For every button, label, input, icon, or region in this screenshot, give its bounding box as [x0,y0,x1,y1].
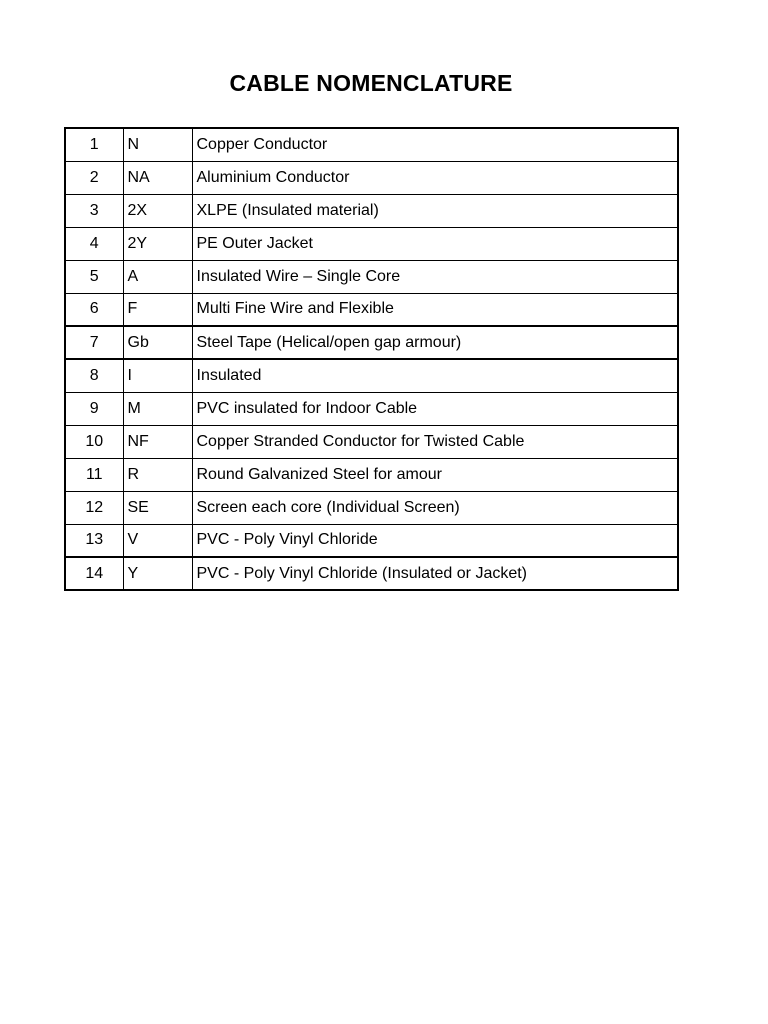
row-code: Gb [123,326,192,359]
page-title: CABLE NOMENCLATURE [229,70,513,96]
row-code: N [123,128,192,161]
row-description: PE Outer Jacket [192,227,678,260]
row-code: NA [123,161,192,194]
row-code: F [123,293,192,326]
row-number: 11 [65,458,123,491]
row-description: Copper Stranded Conductor for Twisted Cable [192,425,678,458]
table-row [65,491,678,524]
row-code: V [123,524,192,557]
row-code: NF [123,425,192,458]
row-number: 5 [65,260,123,293]
table-row [65,260,678,293]
row-number: 9 [65,392,123,425]
table-row [65,359,678,392]
row-code: M [123,392,192,425]
row-number: 14 [65,557,123,590]
row-code: R [123,458,192,491]
row-description: Screen each core (Individual Screen) [192,491,678,524]
table-row [65,524,678,557]
row-description: Copper Conductor [192,128,678,161]
table-row [65,425,678,458]
row-number: 1 [65,128,123,161]
row-description: Round Galvanized Steel for amour [192,458,678,491]
row-number: 10 [65,425,123,458]
table-body [65,128,678,590]
row-code: 2X [123,194,192,227]
row-description: Insulated Wire – Single Core [192,260,678,293]
row-description: Steel Tape (Helical/open gap armour) [192,326,678,359]
row-code: I [123,359,192,392]
table-row [65,128,678,161]
row-number: 8 [65,359,123,392]
table-row [65,227,678,260]
row-description: Aluminium Conductor [192,161,678,194]
row-description: Multi Fine Wire and Flexible [192,293,678,326]
table-row [65,161,678,194]
table-row [65,392,678,425]
row-description: PVC - Poly Vinyl Chloride (Insulated or Jacket) [192,557,678,590]
row-number: 3 [65,194,123,227]
row-description: PVC insulated for Indoor Cable [192,392,678,425]
row-number: 2 [65,161,123,194]
row-code: SE [123,491,192,524]
table-row [65,326,678,359]
nomenclature-table [64,127,679,591]
table-row [65,557,678,590]
row-number: 12 [65,491,123,524]
table-row [65,458,678,491]
table-row [65,293,678,326]
row-code: A [123,260,192,293]
row-code: Y [123,557,192,590]
row-number: 4 [65,227,123,260]
row-number: 7 [65,326,123,359]
row-description: PVC - Poly Vinyl Chloride [192,524,678,557]
row-number: 6 [65,293,123,326]
row-number: 13 [65,524,123,557]
table-row [65,194,678,227]
row-description: XLPE (Insulated material) [192,194,678,227]
row-code: 2Y [123,227,192,260]
row-description: Insulated [192,359,678,392]
